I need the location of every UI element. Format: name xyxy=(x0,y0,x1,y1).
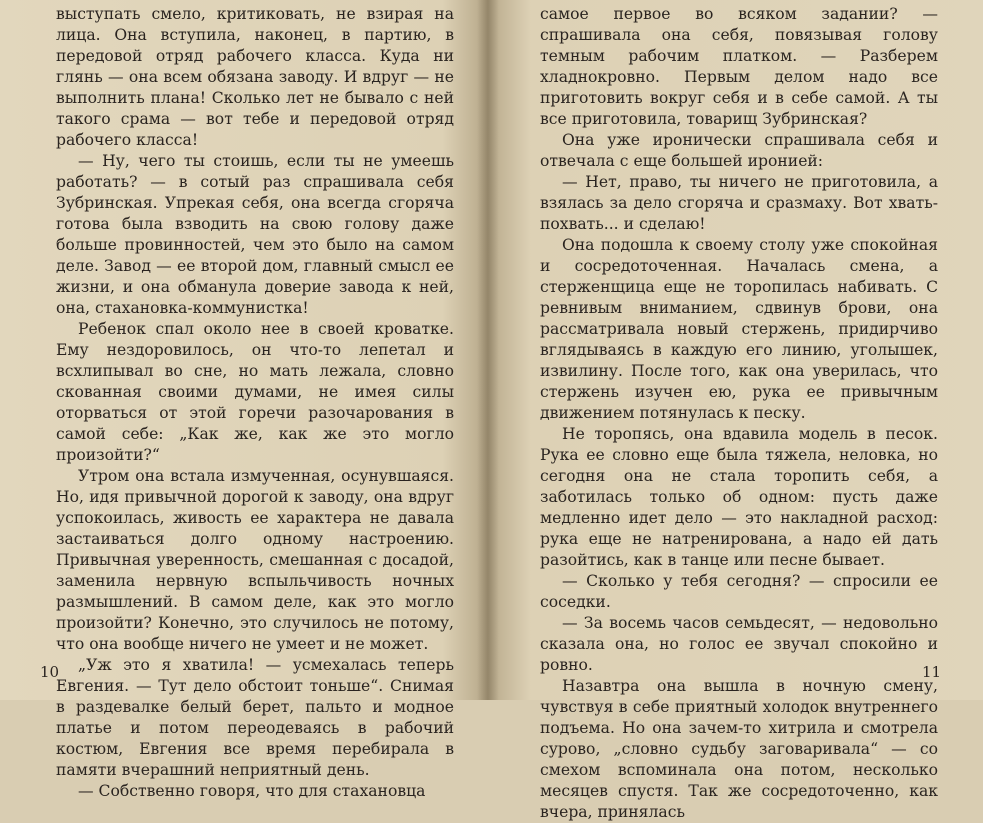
right-page-number: 11 xyxy=(922,663,942,681)
left-paragraph-6: — Собственно говоря, что для стахановца xyxy=(78,782,426,800)
left-page-number: 10 xyxy=(40,663,60,681)
right-paragraph-2: Она уже иронически спрашивала себя и отвечала с еще большей иронией: xyxy=(540,131,938,170)
right-paragraph-1: самое первое во всяком задании? — спрашивала она себя, повязывая голову темным рабочим платком. — Разберем хладнокровно. Первым делом надо все приготовить вокруг себя и в себе самой. А ты все приготовила, товарищ Зубринская? xyxy=(540,5,938,128)
book-gutter xyxy=(477,0,499,700)
right-paragraph-7: — За восемь часов семьдесят, — недовольно сказала она, но голос ее звучал спокойно и ровно. xyxy=(540,614,938,674)
left-paragraph-1: выступать смело, критиковать, не взирая на лица. Она вступила, наконец, в партию, в передовой отряд рабочего класса. Куда ни глянь — она всем обязана заводу. И вдруг — не выполнить плана! Сколько лет не бывало с ней такого срама — вот тебе и передовой отряд рабочего класса! xyxy=(56,5,454,149)
left-page xyxy=(56,4,454,800)
right-paragraph-5: Не торопясь, она вдавила модель в песок. Рука ее словно еще была тяжела, неловка, но сегодня она не стала торопить себя, а заботилась только об одном: пусть даже медленно идет дело — это накладной расход: рука еще не натренирована, а надо ей дать разойтись, как в танце или песне бывает. xyxy=(540,425,938,569)
right-paragraph-8: Назавтра она вышла в ночную смену, чувствуя в себе приятный холодок внутреннего подъема. Но она зачем-то хитрила и смотрела сурово, „словно судьбу заговаривала“ — со смехом вспоминала она потом, несколько месяцев спустя. Так же сосредоточенно, как вчера, принялась xyxy=(540,677,938,821)
left-paragraph-4: Утром она встала измученная, осунувшаяся. Но, идя привычной дорогой к заводу, она вдруг успокоилась, живость ее характера не давала застаиваться долго одному настроению. Привычная уверенность, смешанная с досадой, заменила нервную вспыльчивость ночных размышлений. В самом деле, как это могло произойти? Конечно, это случилось не потому, что она вообще ничего не умеет и не может. xyxy=(56,467,454,653)
right-paragraph-4: Она подошла к своему столу уже спокойная и сосредоточенная. Началась смена, а стерженщица еще не торопилась набивать. С ревнивым вниманием, сдвинув брови, она рассматривала новый стержень, придирчиво вглядываясь в каждую его линию, уголышек, извилину. После того, как она уверилась, что стержень изучен ею, рука ее привычным движением потянулась к песку. xyxy=(540,236,938,422)
right-paragraph-6: — Сколько у тебя сегодня? — спросили ее соседки. xyxy=(540,572,938,611)
left-paragraph-5: „Уж это я хватила! — усмехалась теперь Евгения. — Тут дело обстоит тоньше“. Снимая в раздевалке белый берет, пальто и модное платье и потом переодеваясь в рабочий костюм, Евгения все время перебирала в памяти вчерашний неприятный день. xyxy=(56,656,454,779)
right-page xyxy=(540,4,938,821)
left-paragraph-3: Ребенок спал около нее в своей кроватке. Ему нездоровилось, он что-то лепетал и всхлипывал во сне, но мать лежала, словно скованная своими думами, не имея силы оторваться от этой горечи разочарования в самой себе: „Как же, как же это могло произойти?“ xyxy=(56,320,454,464)
left-paragraph-2: — Ну, чего ты стоишь, если ты не умеешь работать? — в сотый раз спрашивала себя Зубринская. Упрекая себя, она всегда сгоряча готова была взводить на свою голову даже больше провинностей, чем это было на самом деле. Завод — ее второй дом, главный смысл ее жизни, и она обманула доверие завода к ней, она, стахановка-коммунистка! xyxy=(56,152,454,317)
right-paragraph-3: — Нет, право, ты ничего не приготовила, а взялась за дело сгоряча и сразмаху. Вот хвать-похвать... и сделаю! xyxy=(540,173,938,233)
